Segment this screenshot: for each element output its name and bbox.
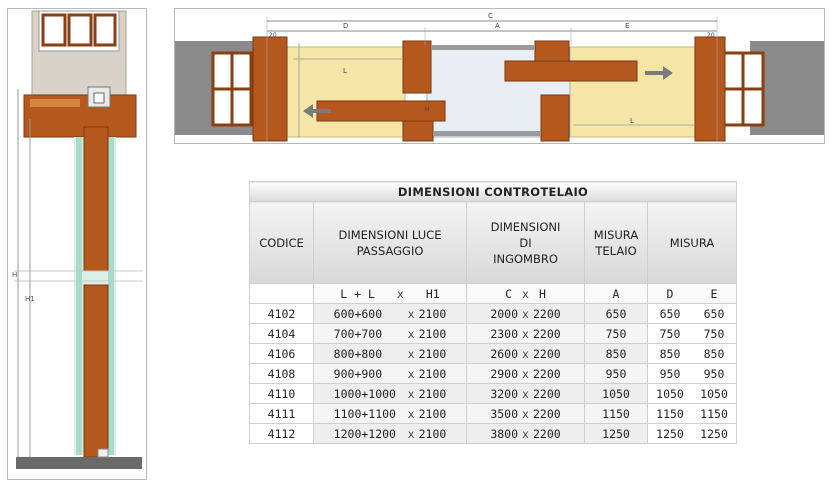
- cell-h: 2200: [532, 386, 561, 401]
- cell-x: x: [522, 426, 529, 441]
- cell-h1: 2100: [418, 366, 447, 381]
- cell-e: 850: [703, 346, 725, 361]
- elevation-drawing: [7, 8, 147, 480]
- cell-luce-ll: 800+800: [333, 346, 383, 361]
- header-misura: MISURA: [648, 202, 737, 284]
- cell-d: 1150: [656, 406, 684, 421]
- cell-luce: [314, 344, 467, 364]
- dim-e-label: E: [625, 22, 630, 30]
- cell-a: 1050: [585, 384, 648, 404]
- cell-codice: 4111: [250, 404, 314, 424]
- dim-h-small-label: H: [425, 106, 430, 113]
- spec-table: [249, 181, 737, 444]
- sub-x1: x: [396, 286, 404, 301]
- cell-x: x: [522, 366, 529, 381]
- cell-codice: 4104: [250, 324, 314, 344]
- sub-h: H: [538, 286, 546, 301]
- elevation-svg: [8, 9, 147, 480]
- cell-de: [648, 404, 737, 424]
- sub-x2: x: [522, 286, 529, 301]
- cell-luce-ll: 1200+1200: [333, 426, 396, 441]
- cell-h1: 2100: [418, 326, 447, 341]
- cell-de: [648, 324, 737, 344]
- cell-de: [648, 364, 737, 384]
- floor: [16, 457, 142, 469]
- sub-h1: H1: [425, 286, 440, 301]
- cell-c: 2300: [490, 326, 519, 341]
- cell-h1: 2100: [418, 406, 447, 421]
- door-leaf-bottom: [84, 285, 108, 457]
- sub-e: E: [710, 286, 718, 301]
- cell-h1: 2100: [418, 386, 447, 401]
- cell-a: 750: [585, 324, 648, 344]
- dim-l-right-label: L: [630, 117, 634, 125]
- header-ingombro: [467, 202, 585, 284]
- cell-x: x: [407, 326, 415, 341]
- cell-a: 850: [585, 344, 648, 364]
- sub-luce: [314, 284, 467, 304]
- table-body: [250, 304, 737, 444]
- leaf-right: [505, 61, 637, 81]
- cell-luce: [314, 364, 467, 384]
- door-leaf-top: [84, 127, 108, 271]
- cell-d: 850: [659, 346, 681, 361]
- table-row: [250, 424, 737, 444]
- cell-h: 2200: [532, 366, 561, 381]
- cell-de: [648, 304, 737, 324]
- table-row: [250, 344, 737, 364]
- cell-ingombro: [467, 344, 585, 364]
- cell-de: [648, 424, 737, 444]
- table-title: DIMENSIONI CONTROTELAIO: [250, 182, 737, 202]
- cell-h1: 2100: [418, 426, 447, 441]
- cell-x: x: [522, 406, 529, 421]
- plan-svg: [175, 9, 825, 144]
- table-row: [250, 384, 737, 404]
- sub-a: A: [585, 284, 648, 304]
- header-codice: CODICE: [250, 202, 314, 284]
- sub-ll: L + L: [340, 286, 375, 301]
- cell-h: 2200: [532, 346, 561, 361]
- dim-h1-label: H1: [25, 295, 35, 303]
- cell-x: x: [522, 346, 529, 361]
- cell-luce: [314, 424, 467, 444]
- cell-a: 950: [585, 364, 648, 384]
- cell-ingombro: [467, 304, 585, 324]
- cell-x: x: [407, 306, 415, 321]
- cell-c: 3500: [490, 406, 519, 421]
- cell-luce: [314, 404, 467, 424]
- header-luce-text: DIMENSIONI LUCE PASSAGGIO: [338, 227, 442, 258]
- cell-codice: 4106: [250, 344, 314, 364]
- dim-a-label: A: [495, 22, 500, 30]
- cell-d: 1250: [656, 426, 684, 441]
- cell-d: 950: [659, 366, 681, 381]
- cell-d: 750: [659, 326, 681, 341]
- sub-ingombro: [467, 284, 585, 304]
- cell-d: 650: [659, 306, 681, 321]
- table-row: [250, 364, 737, 384]
- header-luce: [314, 202, 467, 284]
- cell-x: x: [522, 386, 529, 401]
- dim-20-right-label: 20: [707, 32, 715, 39]
- cell-c: 2000: [490, 306, 519, 321]
- jamb-right: [695, 37, 725, 141]
- dim-c-label: C: [488, 12, 493, 20]
- cell-x: x: [407, 406, 415, 421]
- cell-h: 2200: [532, 306, 561, 321]
- cell-codice: 4110: [250, 384, 314, 404]
- cell-h1: 2100: [418, 306, 447, 321]
- dim-d-label: D: [343, 22, 349, 30]
- table-row: [250, 304, 737, 324]
- cell-de: [648, 384, 737, 404]
- sub-de: [648, 284, 737, 304]
- table-row: [250, 404, 737, 424]
- cell-e: 1050: [700, 386, 728, 401]
- sub-c: C: [505, 286, 513, 301]
- cell-luce-ll: 600+600: [333, 306, 383, 321]
- header-ingombro-text: DIMENSIONI DI INGOMBRO: [490, 219, 561, 266]
- cell-c: 3800: [490, 426, 519, 441]
- cell-e: 750: [703, 326, 725, 341]
- cell-h: 2200: [532, 406, 561, 421]
- cell-ingombro: [467, 404, 585, 424]
- cell-luce-ll: 900+900: [333, 366, 383, 381]
- cell-e: 1150: [700, 406, 728, 421]
- cell-c: 3200: [490, 386, 519, 401]
- cell-luce: [314, 384, 467, 404]
- header-telaio-text: MISURA TELAIO: [593, 227, 639, 258]
- cell-x: x: [407, 346, 415, 361]
- cell-c: 2600: [490, 346, 519, 361]
- cell-luce-ll: 700+700: [333, 326, 383, 341]
- cell-d: 1050: [656, 386, 684, 401]
- header-telaio: [585, 202, 648, 284]
- cell-luce-ll: 1100+1100: [333, 406, 396, 421]
- cell-a: 1150: [585, 404, 648, 424]
- cell-x: x: [522, 306, 529, 321]
- pocket-left: [285, 47, 405, 137]
- cell-luce-ll: 1000+1000: [333, 386, 396, 401]
- cell-ingombro: [467, 424, 585, 444]
- cell-h: 2200: [532, 326, 561, 341]
- cell-x: x: [522, 326, 529, 341]
- cell-e: 950: [703, 366, 725, 381]
- cell-c: 2900: [490, 366, 519, 381]
- cell-x: x: [407, 366, 415, 381]
- dim-20-left-label: 20: [269, 32, 277, 39]
- cell-ingombro: [467, 384, 585, 404]
- cell-codice: 4108: [250, 364, 314, 384]
- cell-x: x: [407, 386, 415, 401]
- cell-codice: 4102: [250, 304, 314, 324]
- cell-ingombro: [467, 364, 585, 384]
- plan-section-drawing: [174, 8, 825, 144]
- cell-codice: 4112: [250, 424, 314, 444]
- cell-a: 1250: [585, 424, 648, 444]
- cell-luce: [314, 304, 467, 324]
- cell-a: 650: [585, 304, 648, 324]
- cell-e: 650: [703, 306, 725, 321]
- cell-h: 2200: [532, 426, 561, 441]
- cell-ingombro: [467, 324, 585, 344]
- sub-d: D: [666, 286, 674, 301]
- spec-table-container: [249, 181, 736, 444]
- sub-codice: [250, 284, 314, 304]
- table-row: [250, 324, 737, 344]
- cell-e: 1250: [700, 426, 728, 441]
- cell-luce: [314, 324, 467, 344]
- dim-l-left-label: L: [343, 67, 347, 75]
- jamb-left: [253, 37, 287, 141]
- cell-x: x: [407, 426, 415, 441]
- dim-h-label: H: [12, 271, 18, 279]
- cell-de: [648, 344, 737, 364]
- cell-h1: 2100: [418, 346, 447, 361]
